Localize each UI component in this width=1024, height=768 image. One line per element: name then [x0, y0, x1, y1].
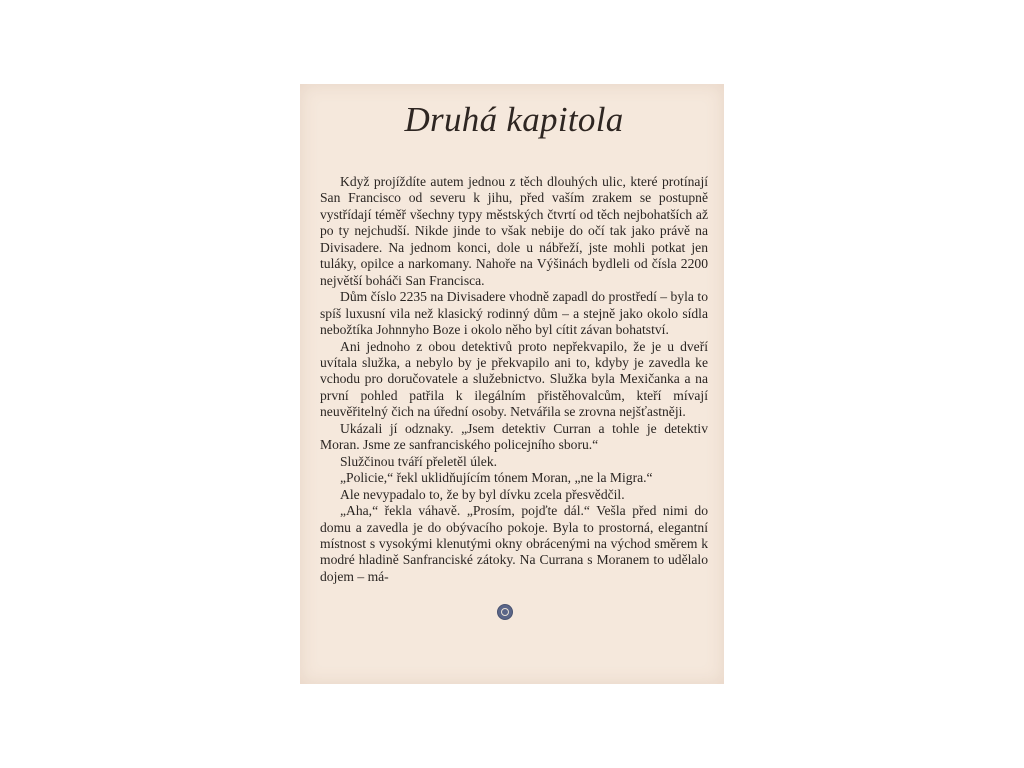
chapter-title: Druhá kapitola — [404, 100, 624, 139]
book-page — [300, 84, 724, 684]
paragraph: Ukázali jí odznaky. „Jsem detektiv Curran a tohle je detektiv Moran. Jsme ze sanfranciského policejního sboru.“ — [320, 420, 708, 453]
paragraph: Dům číslo 2235 na Divisadere vhodně zapadl do prostředí – byla to spíš luxusní vila než klasický rodinný dům – a stejně jako okolo sídla nebožtíka Johnnyho Boze i okolo něho byl cítit závan bohatství. — [320, 289, 708, 338]
paragraph: „Aha,“ řekla váhavě. „Prosím, pojďte dál.“ Vešla před nimi do domu a zavedla je do obývacího pokoje. Byla to prostorná, elegantní místnost s vysokými klenutými okny obrácenými na východ směrem k modré hladině Sanfranciské zátoky. Na Currana s Moranem to udělalo dojem – má- — [320, 503, 708, 584]
chapter-body — [320, 174, 708, 585]
paragraph: Služčinou tváří přeletěl úlek. — [340, 453, 498, 469]
paragraph: Ale nevypadalo to, že by byl dívku zcela přesvědčil. — [340, 486, 625, 502]
watermark-stamp-icon — [497, 604, 513, 620]
paragraph: Ani jednoho z obou detektivů proto nepřekvapilo, že je u dveří uvítala služka, a nebylo by je překvapilo ani to, kdyby je zavedla ke vchodu pro doručovatele a služebnictvo. Služka byla Mexičanka a na první pohled patřila k ilegálním přistěhovalcům, kteří mívají neuvěřitelný čich na úřední osoby. Netvářila se zrovna nejšťastněji. — [320, 338, 708, 420]
paragraph: „Policie,“ řekl uklidňujícím tónem Moran, „ne la Migra.“ — [340, 470, 653, 486]
paragraph: Když projíždíte autem jednou z těch dlouhých ulic, které protínají San Francisco od severu k jihu, před vaším zrakem se postupně vystřídají téměř všechny typy městských čtvrtí od těch nejbohatších až po ty nejchudší. Nikde jinde to však nebije do očí tak jako právě na Divisadere. Na jednom konci, dole u nábřeží, jste mohli potkat jen tuláky, opilce a narkomany. Nahoře na Výšinách bydleli od čísla 2200 největší boháči San Francisca. — [320, 174, 708, 288]
